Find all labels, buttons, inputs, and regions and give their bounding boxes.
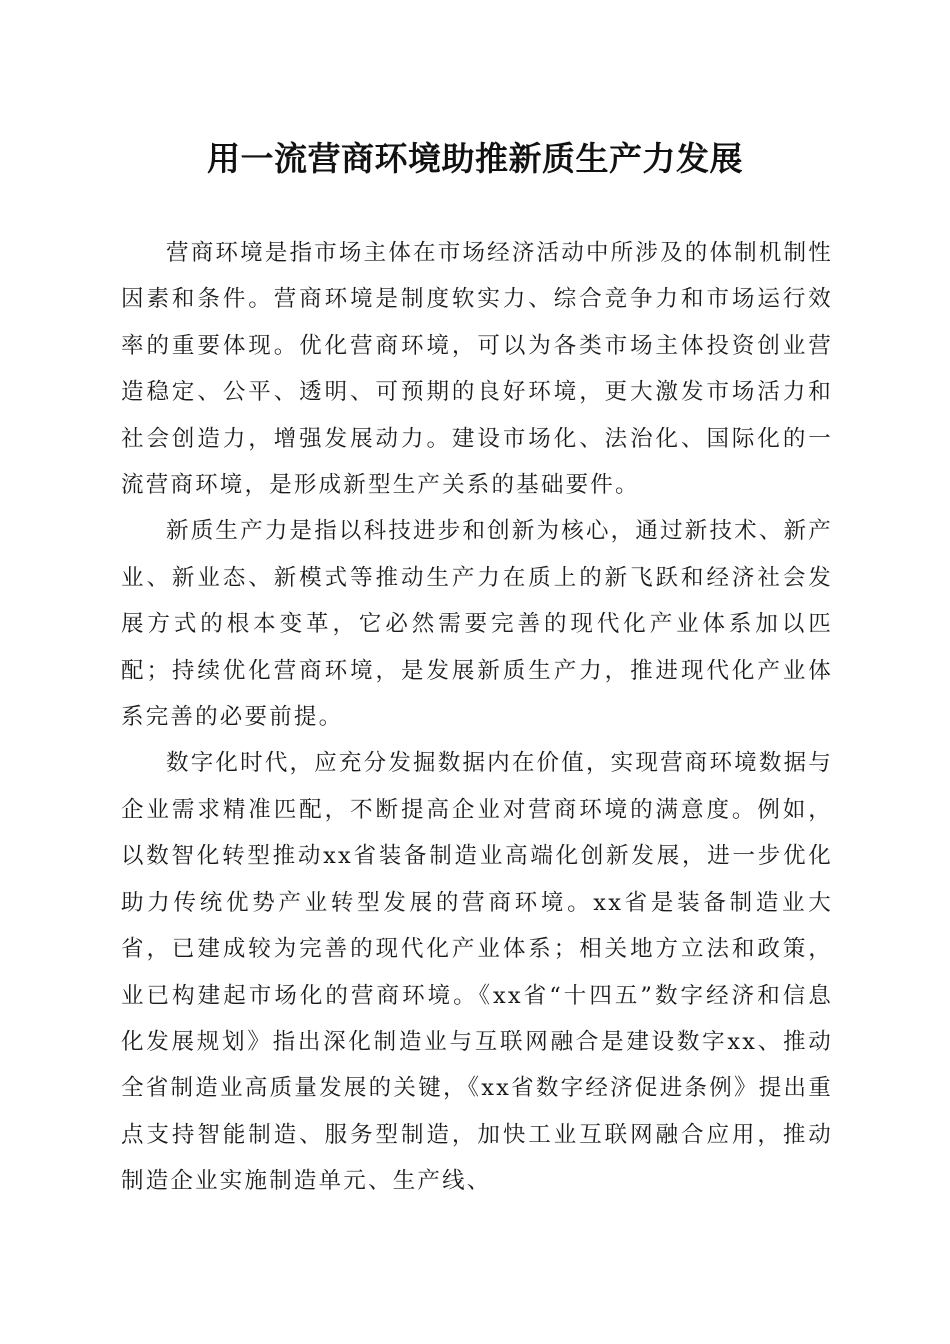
paragraph-business-environment: 营商环境是指市场主体在市场经济活动中所涉及的体制机制性因素和条件。营商环境是制度软实力、综合竞争力和市场运行效率的重要体现。优化营商环境，可以为各类市场主体投资创业营造稳定、公平、透明、可预期的良好环境，更大激发市场活力和社会创造力，增强发展动力。建设市场化、法治化、国际化的一流营商环境，是形成新型生产关系的基础要件。 — [121, 240, 833, 499]
paragraph-new-productivity: 新质生产力是指以科技进步和创新为核心，通过新技术、新产业、新业态、新模式等推动生产力在质上的新飞跃和经济社会发展方式的根本变革，它必然需要完善的现代化产业体系加以匹配；持续优化营商环境，是发展新质生产力，推进现代化产业体系完善的必要前提。 — [121, 518, 833, 731]
document-body — [121, 230, 833, 1205]
paragraph-digital-era: 数字化时代，应充分发掘数据内在价值，实现营商环境数据与企业需求精准匹配，不断提高企业对营商环境的满意度。例如，以数智化转型推动xx省装备制造业高端化创新发展，进一步优化助力传统优势产业转型发展的营商环境。xx省是装备制造业大省，已建成较为完善的现代化产业体系；相关地方立法和政策，业已构建起市场化的营商环境。《xx省“十四五”数字经济和信息化发展规划》指出深化制造业与互联网融合是建设数字xx、推动全省制造业高质量发展的关键，《xx省数字经济促进条例》提出重点支持智能制造、服务型制造，加快工业互联网融合应用，推动制造企业实施制造单元、生产线、 — [121, 750, 833, 1195]
document-title: 用一流营商环境助推新质生产力发展 — [207, 139, 743, 178]
